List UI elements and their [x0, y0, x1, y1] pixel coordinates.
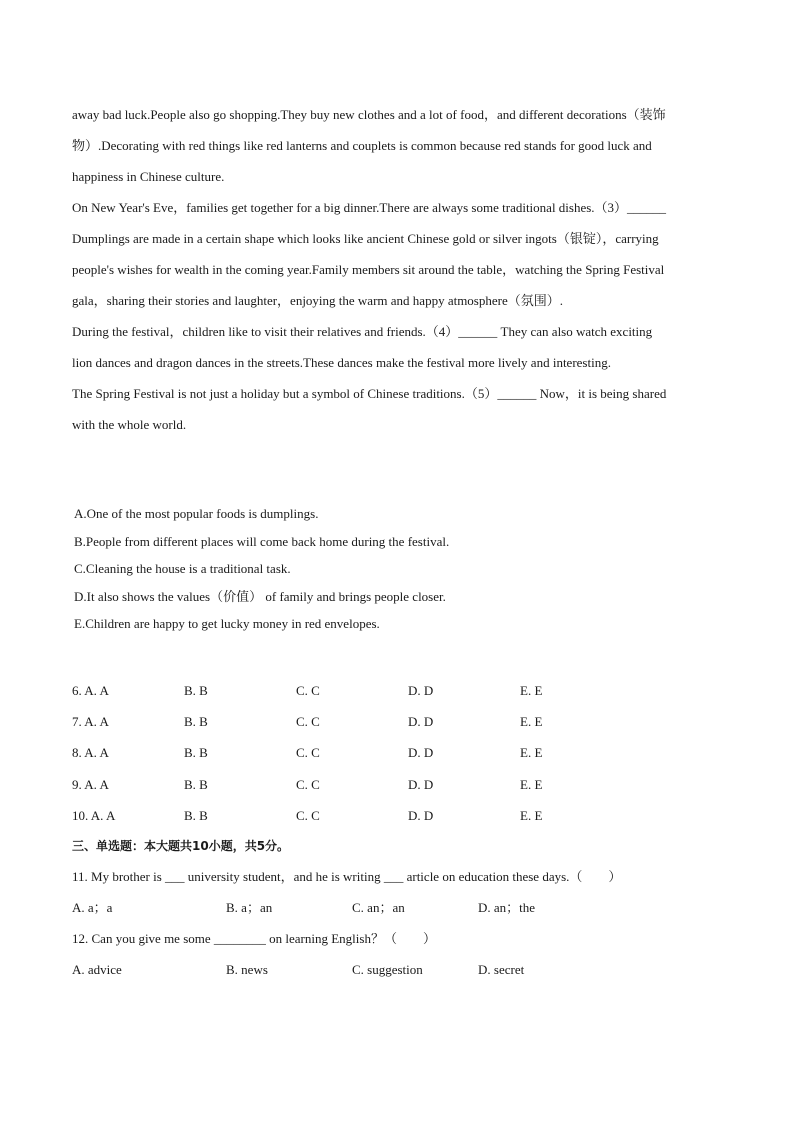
choice-d: D. D [408, 682, 434, 698]
answer-row [72, 738, 722, 769]
choice-c: C. C [296, 713, 320, 729]
choice-e: E. E [520, 682, 543, 698]
choice-e: E. E [520, 745, 543, 761]
passage-line: with the whole world. [72, 417, 187, 432]
reading-passage [72, 99, 718, 440]
passage-line: Dumplings are made in a certain shape which looks like ancient Chinese gold or silver ingots（银锭），carrying [72, 231, 659, 246]
choice-d: D. D [408, 745, 434, 761]
option-d: D.It also shows the values（价值） of family and brings people closer. [74, 588, 446, 604]
choice-c: C. suggestion [352, 962, 423, 977]
question-choices [72, 897, 752, 919]
passage-line: gala，sharing their stories and laughter，enjoying the warm and happy atmosphere（氛围）. [72, 293, 563, 308]
choice-e: E. E [520, 713, 543, 729]
choice-d: D. D [408, 776, 434, 792]
choice-a: 6. A. A [72, 682, 109, 698]
choice-c: C. C [296, 745, 320, 761]
choice-d: D. an；the [478, 900, 536, 915]
choice-b: B. B [184, 682, 208, 698]
passage-line: away bad luck.People also go shopping.They buy new clothes and a lot of food，and different decorations（装饰 [72, 107, 666, 122]
sentence-options [74, 500, 674, 638]
section-title [72, 835, 289, 857]
choice-c: C. C [296, 776, 320, 792]
passage-line: The Spring Festival is not just a holiday but a symbol of Chinese traditions.（5）______ Now，it is being shared [72, 386, 667, 401]
choice-b: B. B [184, 807, 208, 823]
choice-c: C. C [296, 682, 320, 698]
passage-line: lion dances and dragon dances in the streets.These dances make the festival more lively and interesting. [72, 355, 611, 370]
choice-d: D. D [408, 713, 434, 729]
choice-b: B. B [184, 713, 208, 729]
answer-row [72, 675, 722, 706]
choice-b: B. B [184, 776, 208, 792]
passage-line: During the festival，children like to visit their relatives and friends.（4）______ They can also watch exciting [72, 324, 653, 339]
choice-a: 7. A. A [72, 713, 109, 729]
option-b: B.People from different places will come back home during the festival. [74, 533, 450, 549]
choice-a: 10. A. A [72, 807, 116, 823]
choice-e: E. E [520, 776, 543, 792]
answer-row [72, 706, 722, 737]
question-choices [72, 959, 752, 981]
question-stem: 11. My brother is ___ university student，and he is writing ___ article on education these days.（ ） [72, 869, 622, 884]
choice-b: B. a；an [226, 900, 273, 915]
option-e: E.Children are happy to get lucky money in red envelopes. [74, 616, 380, 632]
option-c: C.Cleaning the house is a traditional task. [74, 561, 291, 577]
choice-b: B. news [226, 962, 268, 977]
choice-b: B. B [184, 745, 208, 761]
choice-c: C. an；an [352, 900, 405, 915]
passage-line: On New Year's Eve，families get together for a big dinner.There are always some traditional dishes.（3）______ [72, 200, 667, 215]
choice-d: D. secret [478, 962, 525, 977]
answer-row [72, 800, 722, 831]
option-a: A.One of the most popular foods is dumplings. [74, 506, 319, 521]
choice-e: E. E [520, 807, 543, 823]
choice-a: A. advice [72, 962, 122, 977]
choice-d: D. D [408, 807, 434, 823]
choice-a: 8. A. A [72, 745, 109, 761]
answer-choice-grid [72, 675, 722, 831]
passage-line: happiness in Chinese culture. [72, 169, 225, 184]
choice-a: A. a；a [72, 900, 113, 915]
choice-c: C. C [296, 807, 320, 823]
section-title-text: 三、单选题：本大题共10小题，共5分。 [72, 839, 290, 853]
question-stem: 12. Can you give me some ________ on learning English？（ ） [72, 931, 436, 946]
choice-a: 9. A. A [72, 776, 109, 792]
passage-line: 物）.Decorating with red things like red lanterns and couplets is common because red stands for good luck and [72, 138, 652, 153]
answer-row [72, 769, 722, 800]
passage-line: people's wishes for wealth in the coming year.Family members sit around the table，watching the Spring Festival [72, 262, 665, 277]
